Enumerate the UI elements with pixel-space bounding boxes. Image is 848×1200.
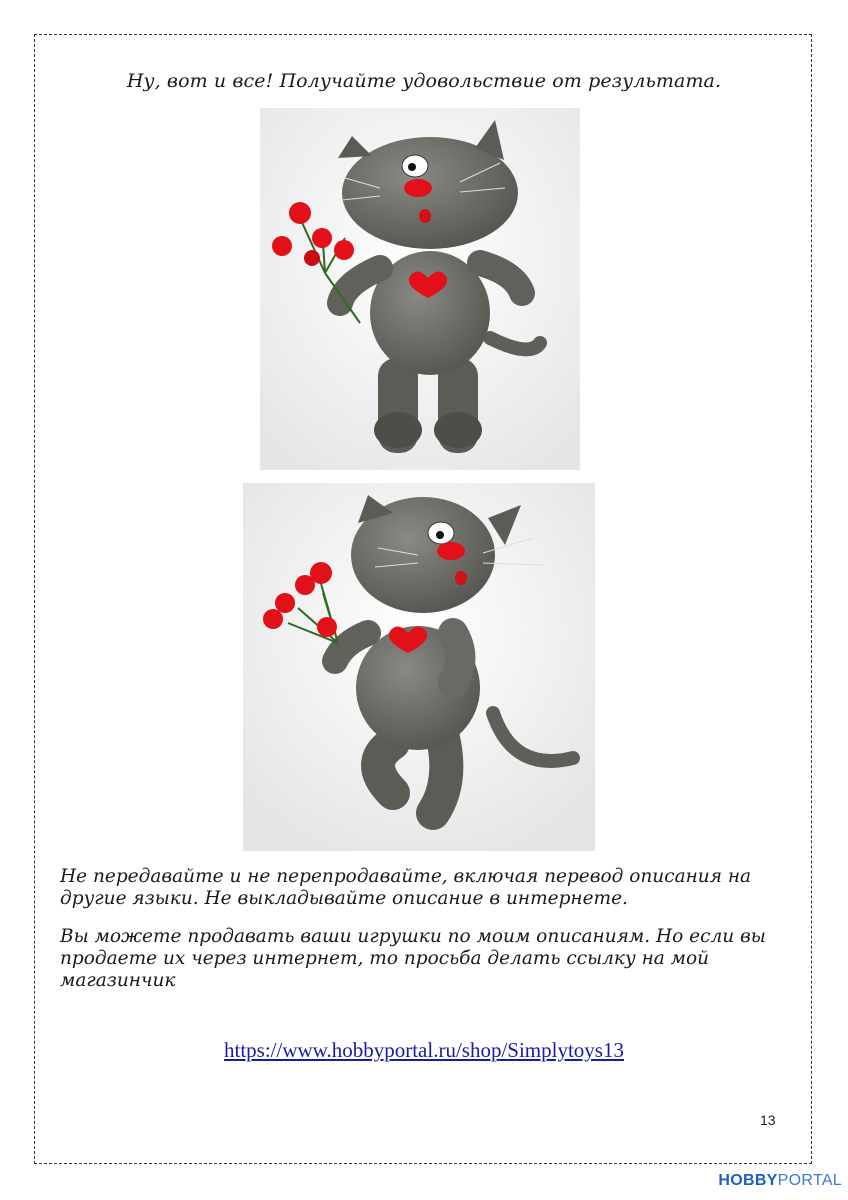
copyright-notice: Не передавайте и не перепродавайте, включая перевод описания на другие языки. Не выкладывайте описание в интернете.	[60, 866, 752, 909]
hobbyportal-logo	[718, 1172, 842, 1190]
page-number: 13	[760, 1112, 776, 1128]
page-heading: Ну, вот и все! Получайте удовольствие от результата.	[126, 70, 722, 92]
logo-part-hobby: HOBBY	[718, 1172, 778, 1189]
selling-notice: Вы можете продавать ваши игрушки по моим описаниям. Но если вы продаете их через интернет, то просьба делать ссылку на мой магазинчик	[60, 926, 766, 991]
cat-photo-walking	[243, 483, 595, 851]
logo-part-portal: PORTAL	[777, 1172, 842, 1189]
shop-link[interactable]: https://www.hobbyportal.ru/shop/Simplytoys13	[224, 1038, 624, 1062]
cat-photo-front	[260, 108, 580, 470]
